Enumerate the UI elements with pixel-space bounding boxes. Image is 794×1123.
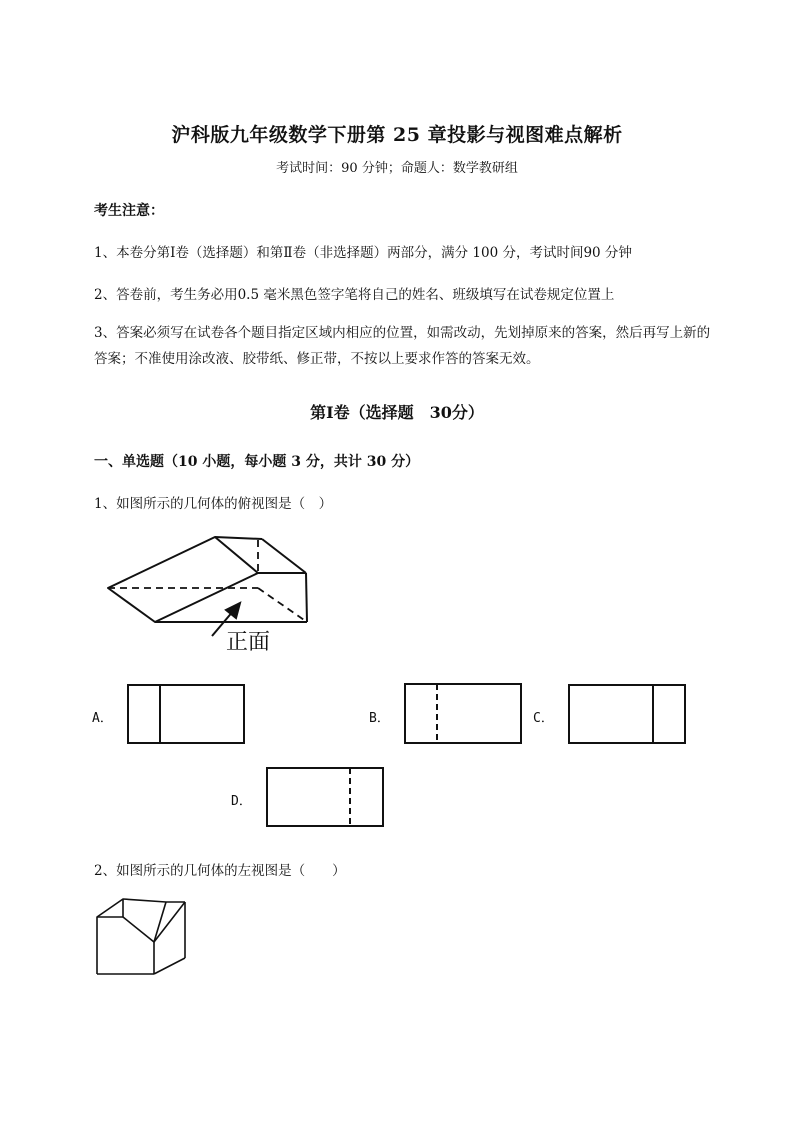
notice-item-3: 3、答案必须写在试卷各个题目指定区域内相应的位置，如需改动，先划掉原来的答案，然后再写上新的答案；不准使用涂改液、胶带纸、修正带，不按以上要求作答的答案无效。 bbox=[94, 325, 711, 367]
option-d-label: D． bbox=[231, 794, 252, 809]
notice-item-2: 2、答卷前，考生务必用0.5 毫米黑色签字笔将自己的姓名、班级填写在试卷规定位置上 bbox=[94, 287, 615, 303]
page-title: 沪科版九年级数学下册第 25 章投影与视图难点解析 bbox=[171, 124, 623, 146]
option-c-label: C． bbox=[533, 711, 554, 726]
section-title: 第Ⅰ卷（选择题 30分） bbox=[310, 403, 484, 422]
front-label: 正面 bbox=[226, 630, 271, 655]
question-1-stem: 1、如图所示的几何体的俯视图是（ ） bbox=[94, 496, 333, 512]
notice-heading: 考生注意： bbox=[94, 203, 164, 219]
question-2-stem: 2、如图所示的几何体的左视图是（ ） bbox=[94, 863, 346, 879]
option-b-label: B． bbox=[369, 711, 390, 726]
exam-info: 考试时间：90 分钟；命题人：数学教研组 bbox=[276, 161, 518, 176]
notice-item-1: 1、本卷分第Ⅰ卷（选择题）和第Ⅱ卷（非选择题）两部分，满分 100 分，考试时间90 分钟 bbox=[94, 245, 632, 261]
part-title: 一、单选题（10 小题，每小题 3 分，共计 30 分） bbox=[94, 454, 420, 470]
option-a-label: A． bbox=[92, 711, 113, 726]
